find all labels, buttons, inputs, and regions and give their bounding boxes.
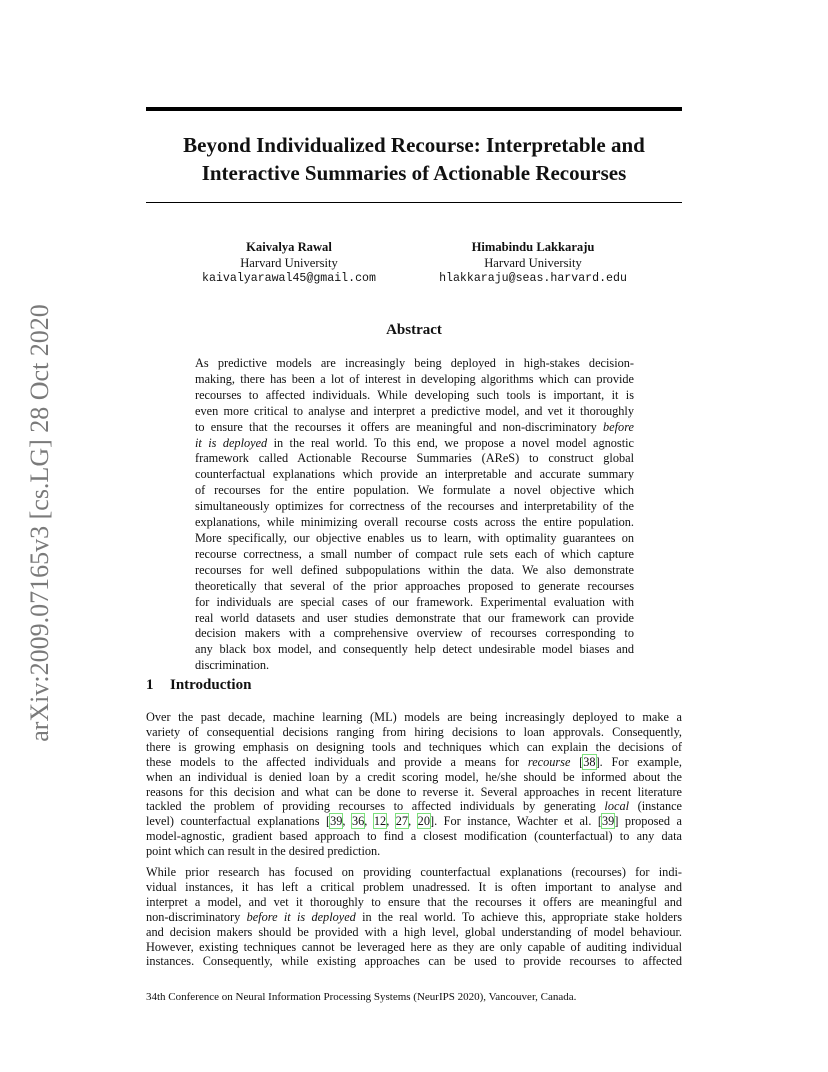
italic-text: recourse [527, 754, 571, 769]
abstract-line: explanations, while minimizing overall recourse costs across the entire population. [195, 515, 634, 530]
body-line: these models to the affected individuals and provide a means for recourse [38]. For example, [146, 754, 682, 769]
citation-link[interactable]: 20 [417, 814, 430, 829]
abstract-line: More specifically, our objective enables us to learn, with optimality guarantees on [195, 530, 634, 545]
body-line: reasons for this decision and what can be done to reverse it. Several approaches in recent literature [146, 784, 682, 799]
abstract-line: recourses for well defined subpopulations within the data. We also demonstrate [195, 562, 634, 577]
intro-paragraph-1 [146, 710, 682, 859]
body-line: variety of consequential decisions ranging from hiring decisions to loan approvals. Consequently, [146, 724, 682, 739]
abstract-line: it is deployed in the real world. To this end, we propose a novel model agnostic [195, 435, 634, 450]
body-line: However, existing techniques cannot be leveraged here as they are only capable of auditing individual [146, 939, 682, 954]
author-block-1 [196, 239, 382, 287]
arxiv-id-text: arXiv:2009.07165v3 [cs.LG] 28 Oct 2020 [25, 304, 54, 742]
citation-link[interactable]: 36 [352, 814, 365, 829]
body-line: tackled the problem of providing recourses to affected individuals by generating local (instance [146, 799, 683, 814]
body-line: point which can result in the desired prediction. [146, 844, 381, 859]
abstract-line: simultaneously optimizes for correctness of the recourses and interpretability of the [195, 499, 634, 514]
body-line: there is growing emphasis on designing tools and techniques which can explain the decisions of [146, 739, 682, 754]
abstract-line: recourse correctness, a small number of compact rule sets each of which capture [195, 546, 634, 561]
abstract-line: counterfactual explanations which provide an interpretable and accurate summary [195, 467, 634, 482]
section-number: 1 [146, 677, 154, 693]
abstract-line: decision makers with a comprehensive overview of recourses corresponding to [195, 626, 634, 641]
body-line: instances. Consequently, while existing approaches can be used to provide recourses to affected [146, 954, 682, 969]
paper-title [146, 131, 682, 187]
body-line: non-discriminatory before it is deployed in the real world. To achieve this, appropriate stake holders [146, 909, 682, 924]
author-block-2 [430, 239, 636, 287]
intro-paragraph-2 [146, 865, 682, 969]
arxiv-sidebar-stamp [20, 288, 60, 758]
author-name: Himabindu Lakkaraju [471, 240, 595, 254]
citation-link[interactable]: 38 [583, 754, 596, 769]
abstract-line: of recourses for the entire population. We formulate a novel objective which [195, 483, 634, 498]
body-line: and decision makers should be provided with a high level, global understanding of model behaviour. [146, 924, 682, 939]
body-line: Over the past decade, machine learning (ML) models are being increasingly deployed to make a [146, 710, 682, 724]
author-name: Kaivalya Rawal [246, 240, 332, 254]
abstract-line: even more critical to analyse and interpret a predictive model, and vet it thoroughly [195, 403, 634, 418]
body-line: model-agnostic, gradient based approach to find a closest modification (counterfactual) to any data [146, 829, 682, 844]
title-line-2: Interactive Summaries of Actionable Recourses [201, 161, 627, 185]
abstract-heading: Abstract [386, 322, 442, 338]
abstract-line: discrimination. [195, 658, 270, 673]
italic-text: before it is deployed [246, 909, 356, 924]
abstract-line: making, there has been a lot of interest in developing algorithms which can provide [195, 371, 634, 386]
citation-link[interactable]: 12 [373, 814, 387, 829]
section-title: Introduction [170, 677, 252, 693]
citation-link[interactable]: 39 [602, 814, 615, 829]
citation-link[interactable]: 27 [395, 814, 409, 829]
author-email[interactable]: kaivalyarawal45@gmail.com [202, 272, 376, 285]
italic-text: it is deployed [195, 435, 268, 450]
conference-footnote: 34th Conference on Neural Information Processing Systems (NeurIPS 2020), Vancouver, Canada. [146, 991, 577, 1003]
body-line: when an individual is denied loan by a credit scoring model, he/she should be informed about the [146, 769, 682, 784]
title-top-rule [146, 107, 682, 111]
abstract-line: framework called Actionable Recourse Summaries (AReS) to construct global [195, 451, 634, 466]
abstract-body [195, 356, 634, 674]
body-line: vidual instances, it has left a critical problem unadressed. It is often important to analyse and [146, 879, 682, 894]
author-email[interactable]: hlakkaraju@seas.harvard.edu [439, 272, 627, 285]
abstract-line: for individuals are special cases of our framework. Experimental evaluation with [195, 594, 634, 609]
abstract-line: As predictive models are increasingly being deployed in high-stakes decision- [195, 356, 634, 370]
abstract-line: theoretically that several of the prior approaches proposed to generate recourses [195, 578, 634, 593]
body-line: interpret a model, and vet it thoroughly to ensure that the recourses it offers are meaningful and [146, 894, 682, 909]
abstract-line: any black box model, and consequently help detect undesirable model biases and [195, 642, 634, 657]
italic-text: before [603, 419, 634, 434]
title-line-1: Beyond Individualized Recourse: Interpretable and [183, 133, 645, 157]
section-heading [146, 677, 251, 694]
body-line: While prior research has focused on providing counterfactual explanations (recourses) for indi- [146, 865, 682, 879]
author-affiliation: Harvard University [484, 256, 582, 270]
body-line: level) counterfactual explanations [39, 36, 12, 27, 20]. For instance, Wachter et al. [39] proposed a [146, 814, 682, 829]
author-affiliation: Harvard University [240, 256, 338, 270]
italic-text: local [604, 799, 630, 814]
title-bottom-rule [146, 202, 682, 203]
abstract-line: real world datasets and user studies demonstrate that our framework can provide [195, 610, 634, 625]
citation-link[interactable]: 39 [330, 814, 343, 829]
abstract-line: recourses to affected individuals. While developing such tools is important, it is [195, 387, 634, 402]
abstract-line: to ensure that the recourses it offers are meaningful and non-discriminatory before [195, 419, 634, 434]
